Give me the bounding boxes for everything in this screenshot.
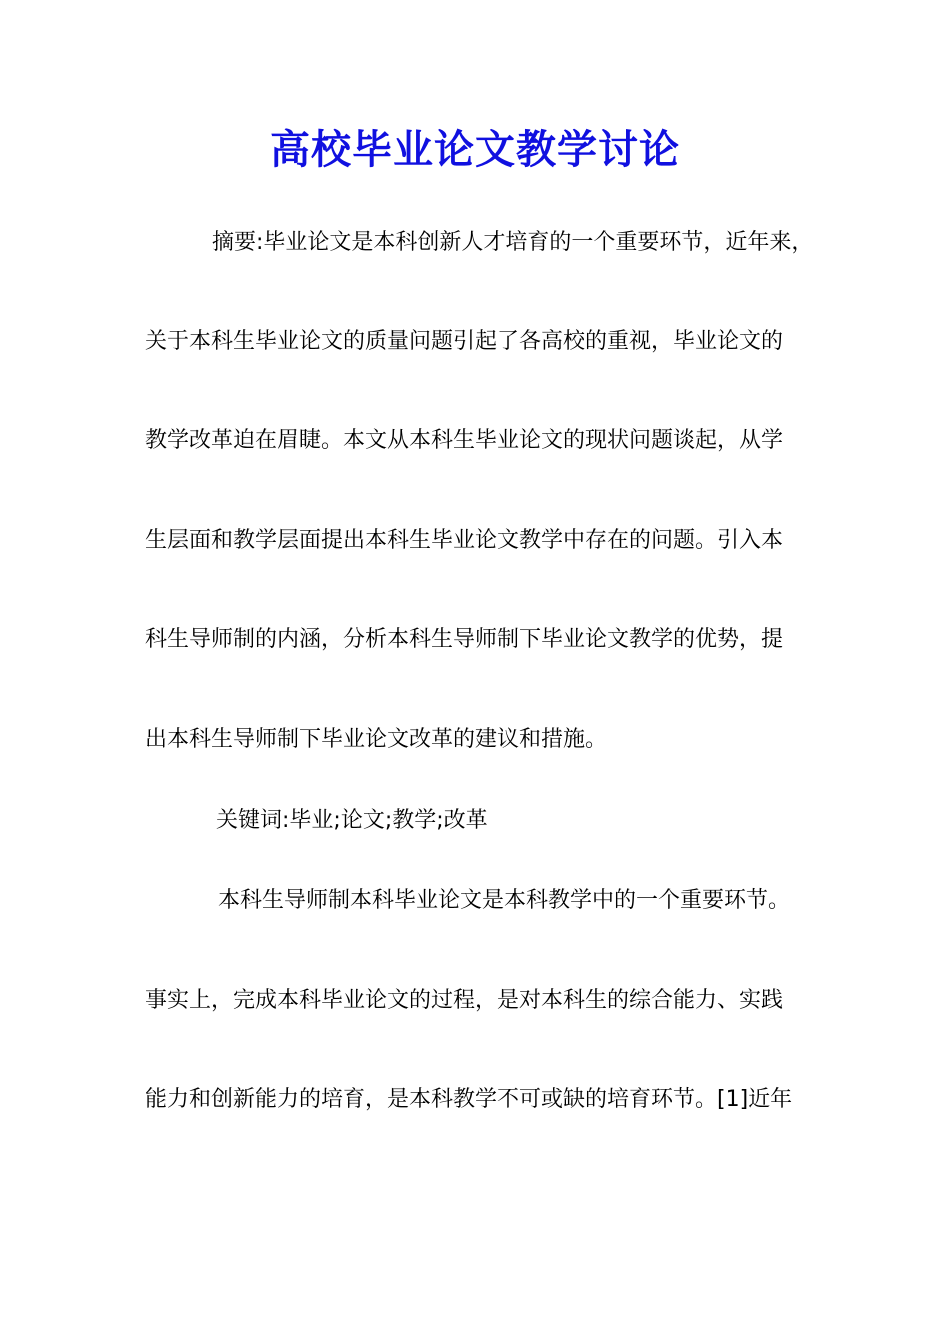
body-line-3: 能力和创新能力的培育，是本科教学不可或缺的培育环节。[1]近年 (145, 1087, 793, 1112)
abstract-line-2: 关于本科生毕业论文的质量问题引起了各高校的重视，毕业论文的 (145, 329, 784, 354)
body-line-1: 本科生导师制本科毕业论文是本科教学中的一个重要环节。 (218, 888, 791, 913)
abstract-line-5: 科生导师制的内涵，分析本科生导师制下毕业论文教学的优势，提 (145, 627, 784, 652)
document-title: 高校毕业论文教学讨论 (270, 126, 680, 173)
abstract-line-1: 摘要:毕业论文是本科创新人才培育的一个重要环节，近年来， (212, 230, 814, 255)
abstract-line-4: 生层面和教学层面提出本科生毕业论文教学中存在的问题。引入本 (145, 528, 784, 553)
abstract-line-6: 出本科生导师制下毕业论文改革的建议和措施。 (145, 727, 608, 752)
body-line-2: 事实上，完成本科毕业论文的过程，是对本科生的综合能力、实践 (145, 988, 784, 1013)
abstract-line-3: 教学改革迫在眉睫。本文从本科生毕业论文的现状问题谈起，从学 (145, 428, 784, 453)
keywords-line: 关键词:毕业;论文;教学;改革 (216, 808, 488, 833)
